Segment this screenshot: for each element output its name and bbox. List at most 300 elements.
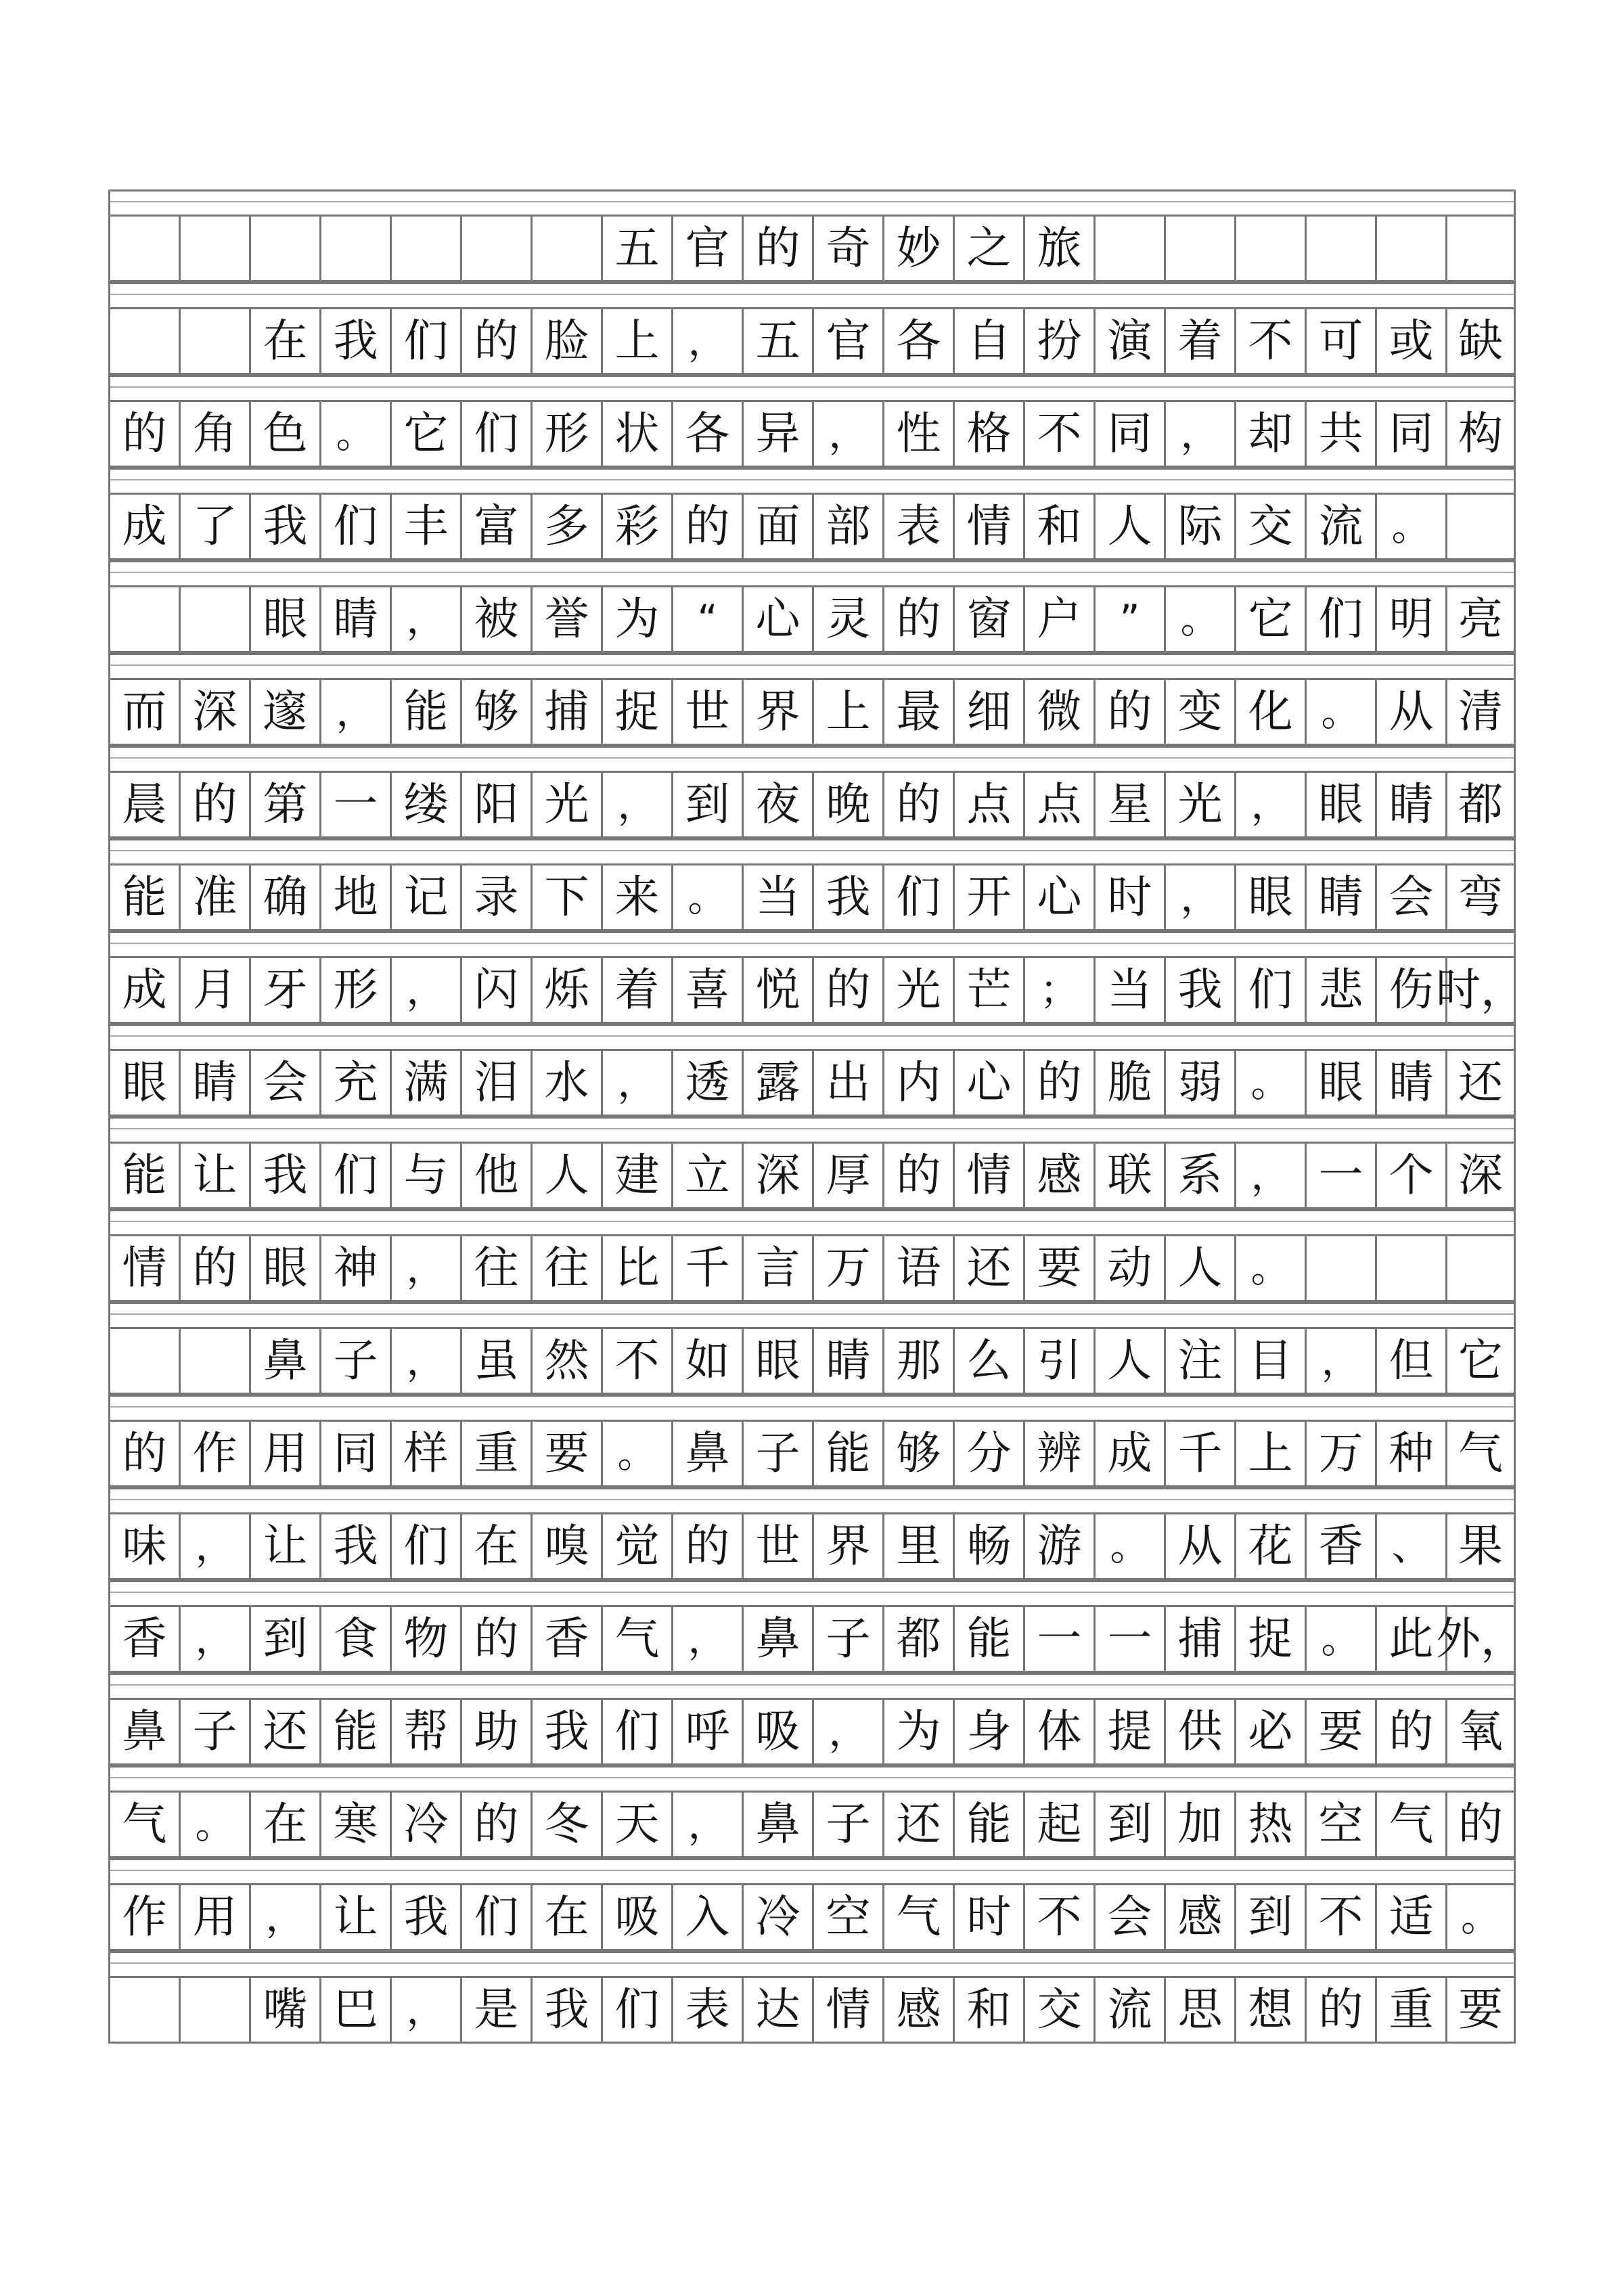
grid-cell: 。 <box>1305 1605 1375 1673</box>
grid-cell: ， <box>249 1883 319 1951</box>
grid-cell <box>319 215 390 282</box>
grid-cell: 们 <box>460 400 531 468</box>
grid-cell: 作 <box>179 1420 249 1487</box>
grid-cell: 的 <box>812 956 882 1024</box>
row-gap <box>108 1951 1516 1976</box>
grid-cell: 扮 <box>1023 307 1093 375</box>
grid-cell: 当 <box>1093 956 1164 1024</box>
grid-cell: 能 <box>953 1791 1023 1858</box>
grid-cell: 寒 <box>319 1791 390 1858</box>
grid-cell: 我 <box>249 493 319 560</box>
grid-cell: 子 <box>742 1420 812 1487</box>
grid-cell: 天 <box>601 1791 671 1858</box>
grid-cell: 我 <box>319 1512 390 1580</box>
grid-cell: 个 <box>1375 1142 1445 1209</box>
grid-cell: 我 <box>319 307 390 375</box>
grid-cell: 内 <box>882 1049 953 1117</box>
grid-cell: 成 <box>1093 1420 1164 1487</box>
row-gap <box>108 282 1516 307</box>
grid-cell: 演 <box>1093 307 1164 375</box>
grid-cell: 起 <box>1023 1791 1093 1858</box>
grid-cell: 奇 <box>812 215 882 282</box>
grid-cell <box>179 585 249 653</box>
grid-cell: 自 <box>953 307 1023 375</box>
grid-cell: 。 <box>1375 493 1445 560</box>
text-row <box>108 1791 1516 1858</box>
grid-cell: 情 <box>953 1142 1023 1209</box>
grid-cell <box>108 215 179 282</box>
grid-cell: 提 <box>1093 1698 1164 1765</box>
grid-cell: 缕 <box>390 771 460 838</box>
grid-cell: 的 <box>671 493 742 560</box>
grid-cell: ， <box>390 585 460 653</box>
grid-cell: 部 <box>812 493 882 560</box>
grid-cell: 我 <box>812 863 882 931</box>
grid-cell: 晨 <box>108 771 179 838</box>
grid-cell: 鼻 <box>671 1420 742 1487</box>
grid-cell: 让 <box>249 1512 319 1580</box>
grid-cell: 能 <box>319 1698 390 1765</box>
grid-cell <box>460 215 531 282</box>
grid-cell: 明 <box>1375 585 1445 653</box>
grid-cell: 表 <box>882 493 953 560</box>
grid-cell: 巴 <box>319 1976 390 2044</box>
grid-cell: 录 <box>460 863 531 931</box>
grid-cell: 或 <box>1375 307 1445 375</box>
grid-cell <box>1375 1234 1445 1302</box>
grid-cell: 确 <box>249 863 319 931</box>
grid-cell: ， <box>390 1234 460 1302</box>
grid-cell: ； <box>1023 956 1093 1024</box>
grid-cell: 果 <box>1445 1512 1516 1580</box>
grid-cell: 味 <box>108 1512 179 1580</box>
grid-cell: 各 <box>882 307 953 375</box>
grid-cell: 同 <box>1093 400 1164 468</box>
grid-cell: 弯 <box>1445 863 1516 931</box>
grid-cell: 们 <box>390 1512 460 1580</box>
grid-cell: 会 <box>249 1049 319 1117</box>
grid-cell: 外， <box>1445 1605 1516 1673</box>
grid-cell: 的 <box>460 1791 531 1858</box>
grid-cell: 从 <box>1375 678 1445 746</box>
grid-cell: 用 <box>249 1420 319 1487</box>
grid-cell: ， <box>601 771 671 838</box>
grid-cell: 子 <box>812 1605 882 1673</box>
text-row <box>108 678 1516 746</box>
grid-cell: 要 <box>1445 1976 1516 2044</box>
text-row <box>108 1327 1516 1395</box>
grid-cell: 的 <box>460 1605 531 1673</box>
grid-cell <box>179 215 249 282</box>
grid-cell: 的 <box>742 215 812 282</box>
grid-cell: 。 <box>1445 1883 1516 1951</box>
grid-cell: 深 <box>1445 1142 1516 1209</box>
text-row <box>108 1512 1516 1580</box>
row-gap <box>108 1302 1516 1327</box>
grid-cell <box>108 1976 179 2044</box>
grid-cell: 还 <box>1445 1049 1516 1117</box>
grid-cell: 我 <box>531 1976 601 2044</box>
grid-cell: ， <box>1164 400 1234 468</box>
grid-cell: 的 <box>671 1512 742 1580</box>
row-gap <box>108 375 1516 400</box>
grid-cell: 香 <box>1305 1512 1375 1580</box>
grid-cell: 却 <box>1234 400 1305 468</box>
grid-cell: 脸 <box>531 307 601 375</box>
grid-cell: 千 <box>1164 1420 1234 1487</box>
grid-cell: 的 <box>1093 678 1164 746</box>
grid-cell <box>179 307 249 375</box>
grid-cell: 性 <box>882 400 953 468</box>
grid-cell: ， <box>671 1605 742 1673</box>
grid-cell: 户 <box>1023 585 1093 653</box>
text-row <box>108 1420 1516 1487</box>
grid-cell: 嗅 <box>531 1512 601 1580</box>
grid-cell: 们 <box>601 1698 671 1765</box>
grid-cell: 用 <box>179 1883 249 1951</box>
grid-cell: 气 <box>601 1605 671 1673</box>
grid-cell: 彩 <box>601 493 671 560</box>
grid-cell: 时 <box>1093 863 1164 931</box>
grid-cell: 睛 <box>1375 771 1445 838</box>
text-row <box>108 1049 1516 1117</box>
grid-cell: 在 <box>249 307 319 375</box>
grid-cell: 清 <box>1445 678 1516 746</box>
grid-cell: 格 <box>953 400 1023 468</box>
grid-cell: 第 <box>249 771 319 838</box>
grid-cell: 界 <box>812 1512 882 1580</box>
grid-cell: 透 <box>671 1049 742 1117</box>
grid-cell: 在 <box>460 1512 531 1580</box>
grid-cell: 冬 <box>531 1791 601 1858</box>
grid-cell: 它 <box>390 400 460 468</box>
grid-cell: 流 <box>1093 1976 1164 2044</box>
grid-cell: 在 <box>249 1791 319 1858</box>
grid-cell: 充 <box>319 1049 390 1117</box>
text-row <box>108 956 1525 1024</box>
grid-cell: 邃 <box>249 678 319 746</box>
grid-cell: 、 <box>1375 1512 1445 1580</box>
grid-cell: 但 <box>1375 1327 1445 1395</box>
grid-cell: 冷 <box>742 1883 812 1951</box>
grid-cell: 人 <box>1093 1327 1164 1395</box>
grid-cell: 不 <box>601 1327 671 1395</box>
grid-cell: 我 <box>249 1142 319 1209</box>
grid-cell: 加 <box>1164 1791 1234 1858</box>
grid-cell: ， <box>1234 771 1305 838</box>
grid-cell: 的 <box>882 1142 953 1209</box>
grid-cell: 万 <box>1305 1420 1375 1487</box>
grid-cell: 。 <box>671 863 742 931</box>
grid-cell: 下 <box>531 863 601 931</box>
grid-cell: 种 <box>1375 1420 1445 1487</box>
grid-cell: 神 <box>319 1234 390 1302</box>
grid-cell: 多 <box>531 493 601 560</box>
grid-cell <box>179 1327 249 1395</box>
grid-cell: 为 <box>882 1698 953 1765</box>
grid-cell <box>108 1327 179 1395</box>
grid-cell: 睛 <box>1305 863 1375 931</box>
grid-cell: 。 <box>601 1420 671 1487</box>
grid-cell: 可 <box>1305 307 1375 375</box>
row-gap <box>108 1858 1516 1883</box>
grid-cell: 牙 <box>249 956 319 1024</box>
grid-cell: 鼻 <box>742 1791 812 1858</box>
grid-cell: 心 <box>1023 863 1093 931</box>
grid-cell: 官 <box>671 215 742 282</box>
grid-cell: 动 <box>1093 1234 1164 1302</box>
grid-cell: 深 <box>742 1142 812 1209</box>
grid-cell: 同 <box>1375 400 1445 468</box>
grid-cell: 点 <box>953 771 1023 838</box>
grid-cell: 五 <box>742 307 812 375</box>
grid-cell: 都 <box>1445 771 1516 838</box>
grid-cell: 感 <box>882 1976 953 2044</box>
grid-cell: 的 <box>108 1420 179 1487</box>
grid-cell: 妙 <box>882 215 953 282</box>
grid-cell: 入 <box>671 1883 742 1951</box>
grid-cell: 我 <box>390 1883 460 1951</box>
grid-cell: 会 <box>1093 1883 1164 1951</box>
grid-cell: 构 <box>1445 400 1516 468</box>
grid-cell: 交 <box>1234 493 1305 560</box>
text-row <box>108 493 1516 560</box>
grid-cell: ， <box>390 956 460 1024</box>
grid-cell: 灵 <box>812 585 882 653</box>
grid-cell: 感 <box>1023 1142 1093 1209</box>
grid-cell: 在 <box>531 1883 601 1951</box>
grid-cell: ” <box>1093 585 1164 653</box>
grid-cell: 还 <box>953 1234 1023 1302</box>
grid-cell: 官 <box>812 307 882 375</box>
grid-cell: 们 <box>1234 956 1305 1024</box>
grid-cell: 眼 <box>249 1234 319 1302</box>
grid-cell: 千 <box>671 1234 742 1302</box>
grid-cell: 语 <box>882 1234 953 1302</box>
grid-cell: 分 <box>953 1420 1023 1487</box>
grid-cell: 到 <box>1093 1791 1164 1858</box>
grid-cell: 的 <box>1305 1976 1375 2044</box>
grid-cell: 的 <box>108 400 179 468</box>
grid-cell: 亮 <box>1445 585 1516 653</box>
grid-cell: 捉 <box>1234 1605 1305 1673</box>
grid-cell: 够 <box>882 1420 953 1487</box>
grid-cell: 和 <box>1023 493 1093 560</box>
grid-cell: 悲 <box>1305 956 1375 1024</box>
grid-cell: 鼻 <box>742 1605 812 1673</box>
grid-cell: ， <box>179 1605 249 1673</box>
grid-cell: 化 <box>1234 678 1305 746</box>
row-gap <box>108 746 1516 771</box>
grid-cell: 要 <box>531 1420 601 1487</box>
grid-cell: 厚 <box>812 1142 882 1209</box>
grid-cell: 能 <box>812 1420 882 1487</box>
grid-cell: 会 <box>1375 863 1445 931</box>
grid-cell: 不 <box>1234 307 1305 375</box>
row-gap <box>108 653 1516 678</box>
grid-cell: 情 <box>812 1976 882 2044</box>
text-row <box>108 1883 1516 1951</box>
grid-cell: 细 <box>953 678 1023 746</box>
grid-cell: ， <box>671 307 742 375</box>
grid-cell <box>1375 215 1445 282</box>
grid-cell: 眼 <box>742 1327 812 1395</box>
grid-cell: 悦 <box>742 956 812 1024</box>
grid-cell: 的 <box>179 1234 249 1302</box>
row-gap <box>108 931 1516 956</box>
grid-cell: 夜 <box>742 771 812 838</box>
grid-cell: 一 <box>1305 1142 1375 1209</box>
grid-cell: 么 <box>953 1327 1023 1395</box>
grid-cell: 从 <box>1164 1512 1234 1580</box>
grid-cell <box>531 215 601 282</box>
grid-cell: 晚 <box>812 771 882 838</box>
grid-cell: 气 <box>882 1883 953 1951</box>
grid-cell: 冷 <box>390 1791 460 1858</box>
row-gap <box>108 560 1516 585</box>
grid-cell <box>249 215 319 282</box>
grid-cell: 誉 <box>531 585 601 653</box>
grid-cell: ， <box>1164 863 1234 931</box>
grid-cell: 富 <box>460 493 531 560</box>
grid-cell: 伤 <box>1375 956 1445 1024</box>
grid-cell: 当 <box>742 863 812 931</box>
grid-cell: 成 <box>108 493 179 560</box>
grid-cell: 弱 <box>1164 1049 1234 1117</box>
grid-cell: 氧 <box>1445 1698 1516 1765</box>
grid-cell: 言 <box>742 1234 812 1302</box>
grid-cell: 重 <box>1375 1976 1445 2044</box>
grid-cell: 际 <box>1164 493 1234 560</box>
grid-cell: 。 <box>1164 585 1234 653</box>
grid-cell: 形 <box>319 956 390 1024</box>
grid-cell: 记 <box>390 863 460 931</box>
grid-cell: 引 <box>1023 1327 1093 1395</box>
grid-cell: 他 <box>460 1142 531 1209</box>
grid-cell: 我 <box>1164 956 1234 1024</box>
grid-cell: ， <box>601 1049 671 1117</box>
grid-cell: 的 <box>1023 1049 1093 1117</box>
grid-cell <box>1445 215 1516 282</box>
grid-cell: 思 <box>1164 1976 1234 2044</box>
grid-cell: 必 <box>1234 1698 1305 1765</box>
grid-cell: 缺 <box>1445 307 1516 375</box>
grid-cell: 如 <box>671 1327 742 1395</box>
grid-bottom-border <box>108 2042 1516 2044</box>
grid-cell: 往 <box>460 1234 531 1302</box>
grid-cell: 感 <box>1164 1883 1234 1951</box>
grid-cell: 子 <box>812 1791 882 1858</box>
grid-cell: 游 <box>1023 1512 1093 1580</box>
grid-cell: 。 <box>1093 1512 1164 1580</box>
grid-cell: 人 <box>1093 493 1164 560</box>
grid-cell: 睛 <box>319 585 390 653</box>
grid-cell: 是 <box>460 1976 531 2044</box>
grid-cell: 还 <box>249 1698 319 1765</box>
grid-cell: 了 <box>179 493 249 560</box>
grid-cell: 的 <box>882 771 953 838</box>
grid-cell: 让 <box>319 1883 390 1951</box>
grid-cell: 月 <box>179 956 249 1024</box>
grid-cell: 。 <box>179 1791 249 1858</box>
grid-cell: 到 <box>1234 1883 1305 1951</box>
grid-cell: 要 <box>1305 1698 1375 1765</box>
grid-cell: 五 <box>601 215 671 282</box>
grid-cell: 能 <box>108 1142 179 1209</box>
grid-cell: 们 <box>319 493 390 560</box>
grid-cell: 准 <box>179 863 249 931</box>
grid-cell <box>390 215 460 282</box>
grid-cell: 食 <box>319 1605 390 1673</box>
grid-cell: 到 <box>671 771 742 838</box>
grid-cell <box>1305 1234 1375 1302</box>
grid-cell: 都 <box>882 1605 953 1673</box>
grid-cell: 空 <box>1305 1791 1375 1858</box>
grid-cell: 露 <box>742 1049 812 1117</box>
grid-cell: 觉 <box>601 1512 671 1580</box>
grid-cell: ， <box>1305 1327 1375 1395</box>
grid-cell: 里 <box>882 1512 953 1580</box>
grid-cell: 眼 <box>249 585 319 653</box>
text-row <box>108 771 1516 838</box>
text-row <box>108 863 1516 931</box>
grid-cell: 角 <box>179 400 249 468</box>
grid-cell: 的 <box>882 585 953 653</box>
grid-cell: 帮 <box>390 1698 460 1765</box>
grid-cell: 香 <box>108 1605 179 1673</box>
grid-cell: 上 <box>812 678 882 746</box>
grid-cell: 眼 <box>1305 771 1375 838</box>
grid-cell: 能 <box>953 1605 1023 1673</box>
grid-cell <box>1305 215 1375 282</box>
grid-cell: 虽 <box>460 1327 531 1395</box>
grid-cell: 吸 <box>601 1883 671 1951</box>
grid-cell: ， <box>319 678 390 746</box>
text-row <box>108 585 1516 653</box>
manuscript-grid-paper <box>108 189 1525 2074</box>
grid-cell: 状 <box>601 400 671 468</box>
grid-cell: 香 <box>531 1605 601 1673</box>
grid-cell: 眼 <box>1305 1049 1375 1117</box>
grid-cell: 深 <box>179 678 249 746</box>
grid-cell: 同 <box>319 1420 390 1487</box>
grid-cell: 能 <box>390 678 460 746</box>
grid-cell: 子 <box>319 1327 390 1395</box>
grid-cell: 光 <box>531 771 601 838</box>
row-gap <box>108 468 1516 493</box>
grid-cell: 要 <box>1023 1234 1093 1302</box>
grid-cell: 们 <box>601 1976 671 2044</box>
grid-cell: ， <box>390 1976 460 2044</box>
grid-cell: 气 <box>1375 1791 1445 1858</box>
grid-cell: 出 <box>812 1049 882 1117</box>
grid-cell: 畅 <box>953 1512 1023 1580</box>
grid-cell: 各 <box>671 400 742 468</box>
grid-cell: 心 <box>742 585 812 653</box>
grid-cell: 交 <box>1023 1976 1093 2044</box>
grid-cell: 地 <box>319 863 390 931</box>
row-gap <box>108 189 1516 215</box>
grid-cell: 点 <box>1023 771 1093 838</box>
grid-cell <box>179 1976 249 2044</box>
grid-cell: 。 <box>1305 678 1375 746</box>
text-row <box>108 1142 1516 1209</box>
grid-cell: 异 <box>742 400 812 468</box>
grid-cell: 面 <box>742 493 812 560</box>
grid-cell: 空 <box>812 1883 882 1951</box>
grid-cell: 一 <box>319 771 390 838</box>
grid-cell: 心 <box>953 1049 1023 1117</box>
